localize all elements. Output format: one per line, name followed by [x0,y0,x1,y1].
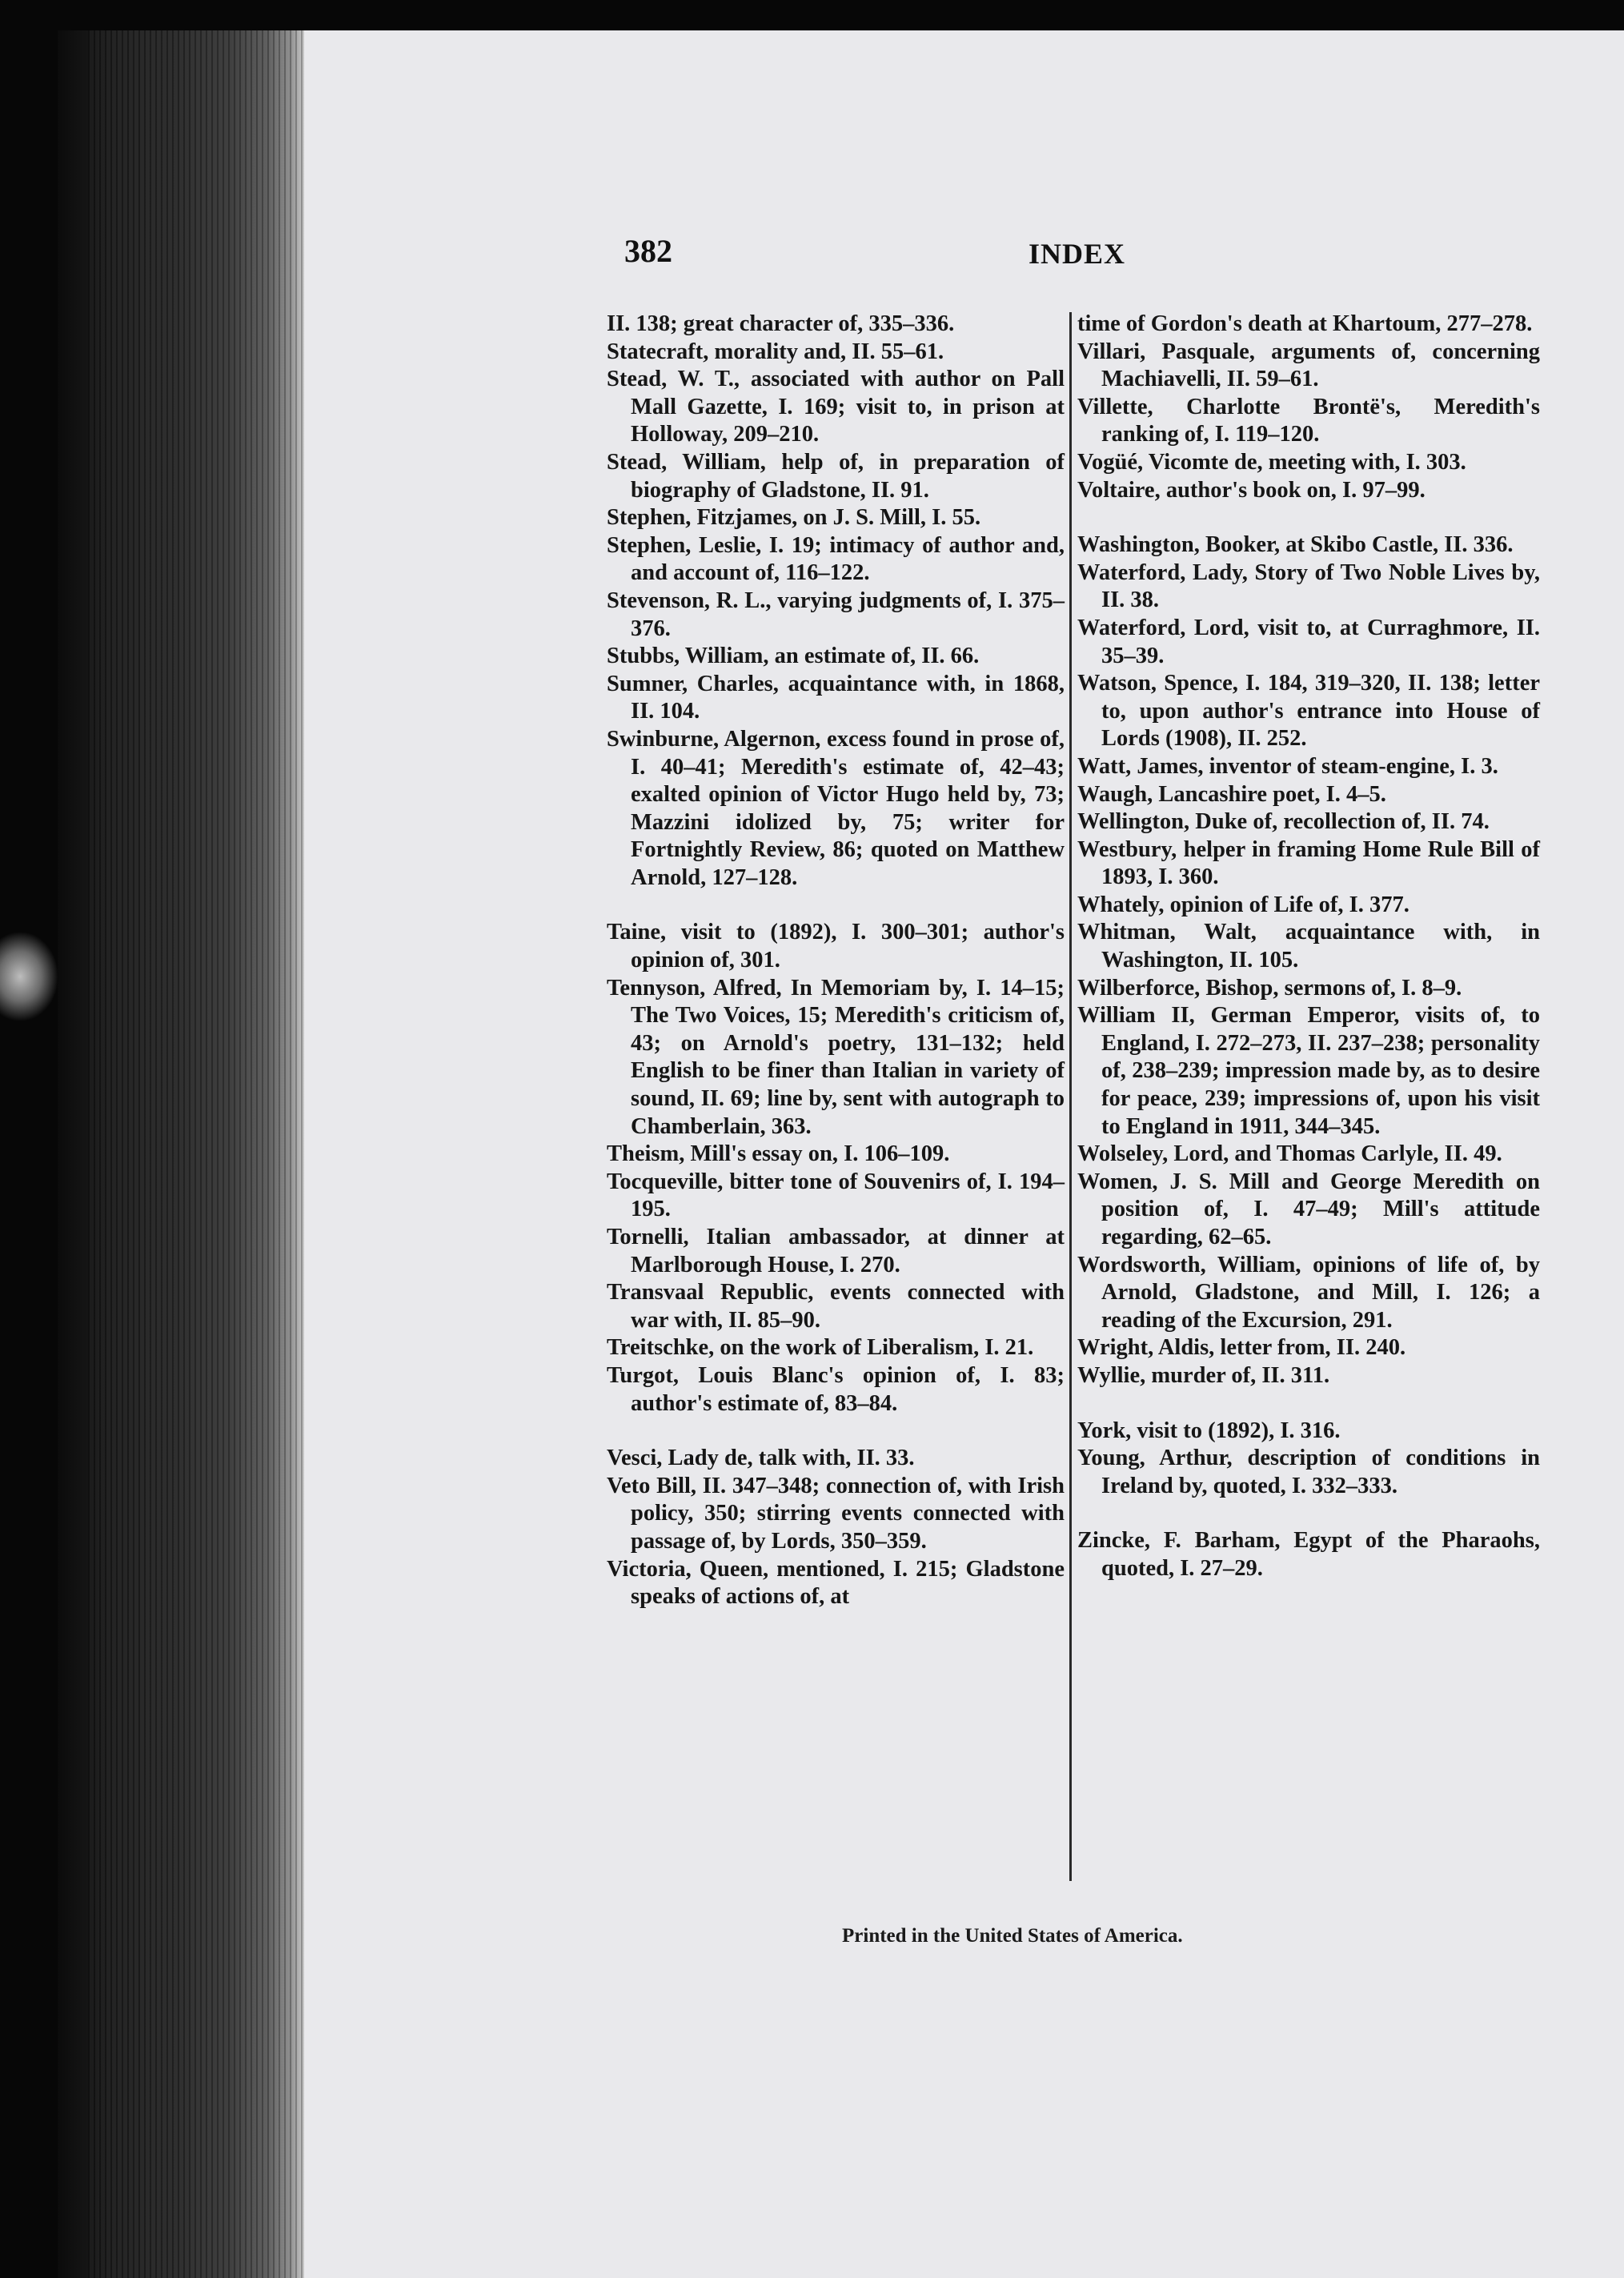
index-entry: Theism, Mill's essay on, I. 106–109. [607,1141,950,1167]
page-title: INDEX [1029,238,1126,270]
index-entry: Wyllie, murder of, II. 311. [1077,1362,1330,1388]
index-entry: Women, J. S. Mill and George Meredith on position of, I. 47–49; Mill's attitude regarding, 62–65. [1077,1169,1540,1249]
index-entry: Wordsworth, William, opinions of life of, by Arnold, Gladstone, and Mill, I. 126; a reading of the Excursion, 291. [1077,1252,1540,1333]
index-entry: Swinburne, Algernon, excess found in prose of, I. 40–41; Meredith's estimate of, 42–43; exalted opinion of Victor Hugo held by, 73; Mazzini idolized by, 75; writer for Fortnightly Review, 86; quoted on Matthew Arnold, 127–128. [607,726,1065,890]
index-entry: time of Gordon's death at Khartoum, 277–278. [1077,311,1533,336]
index-entry: Watson, Spence, I. 184, 319–320, II. 138; letter to, upon author's entrance into House of Lords (1908), II. 252. [1077,671,1540,752]
index-entry: Vogüé, Vicomte de, meeting with, I. 303. [1077,449,1466,475]
column-divider [1069,312,1072,1881]
letter-section-gap [1077,1500,1540,1527]
index-entry: William II, German Emperor, visits of, to England, I. 272–273, II. 237–238; personality of, 238–239; impression made by, as to desire for peace, 239; impressions of, upon his visit to England in 1911, 344–345. [1077,1003,1540,1139]
index-entry: Stevenson, R. L., varying judgments of, I. 375–376. [607,588,1065,641]
index-entry: Tocqueville, bitter tone of Souvenirs of, I. 194–195. [607,1169,1065,1222]
scan-artifact [0,932,58,1021]
index-entry: Wellington, Duke of, recollection of, II. 74. [1077,809,1490,835]
index-entry: Transvaal Republic, events connected with war with, II. 85–90. [607,1280,1065,1333]
index-entry: Waugh, Lancashire poet, I. 4–5. [1077,781,1386,807]
index-entry: Watt, James, inventor of steam-engine, I. 3. [1077,753,1498,779]
index-entry: Stephen, Fitzjames, on J. S. Mill, I. 55. [607,505,981,531]
index-entry: Victoria, Queen, mentioned, I. 215; Gladstone speaks of actions of, at [607,1556,1065,1610]
index-entry: Washington, Booker, at Skibo Castle, II. 336. [1077,532,1514,558]
index-entry: Tennyson, Alfred, In Memoriam by, I. 14–15; The Two Voices, 15; Meredith's criticism of, 43; on Arnold's poetry, 131–132; held English to be finer than Italian in variety of sound, II. 69; line by, sent with autograph to Chamberlain, 363. [607,975,1065,1139]
index-entry: Tornelli, Italian ambassador, at dinner at Marlborough House, I. 270. [607,1225,1065,1277]
index-entry: Taine, visit to (1892), I. 300–301; author's opinion of, 301. [607,920,1065,973]
index-entry: II. 138; great character of, 335–336. [607,311,955,336]
index-entry: Villari, Pasquale, arguments of, concerning Machiavelli, II. 59–61. [1077,339,1540,392]
index-entry: Wolseley, Lord, and Thomas Carlyle, II. 49. [1077,1141,1502,1167]
index-column-right [1077,311,1540,1583]
printer-note: Printed in the United States of America. [842,1925,1183,1947]
letter-section-gap [607,1418,1065,1445]
index-entry: Whately, opinion of Life of, I. 377. [1077,892,1409,917]
index-entry: Stephen, Leslie, I. 19; intimacy of author and, and account of, 116–122. [607,532,1065,586]
index-entry: Veto Bill, II. 347–348; connection of, with Irish policy, 350; stirring events connected with passage of, by Lords, 350–359. [607,1473,1065,1554]
index-entry: Villette, Charlotte Brontë's, Meredith's ranking of, I. 119–120. [1077,394,1540,447]
index-entry: Stead, William, help of, in preparation of biography of Gladstone, II. 91. [607,449,1065,503]
letter-section-gap [1077,1390,1540,1418]
index-entry: Westbury, helper in framing Home Rule Bill of 1893, I. 360. [1077,836,1540,890]
index-entry: Waterford, Lady, Story of Two Noble Lives by, II. 38. [1077,559,1540,613]
index-entry: Turgot, Louis Blanc's opinion of, I. 83; author's estimate of, 83–84. [607,1362,1065,1416]
index-entry: Stead, W. T., associated with author on Pall Mall Gazette, I. 169; visit to, in prison at Holloway, 209–210. [607,367,1065,447]
index-column-left [607,311,1065,1611]
index-entry: Statecraft, morality and, II. 55–61. [607,339,944,364]
index-entry: Wilberforce, Bishop, sermons of, I. 8–9. [1077,975,1462,1001]
index-entry: Vesci, Lady de, talk with, II. 33. [607,1446,915,1471]
index-entry: Stubbs, William, an estimate of, II. 66. [607,644,980,669]
index-entry: Young, Arthur, description of conditions in Ireland by, quoted, I. 332–333. [1077,1446,1540,1498]
index-entry: Waterford, Lord, visit to, at Curraghmore, II. 35–39. [1077,615,1540,668]
letter-section-gap [1077,504,1540,531]
page-number: 382 [624,233,672,269]
index-entry: Wright, Aldis, letter from, II. 240. [1077,1335,1406,1361]
index-entry: Sumner, Charles, acquaintance with, in 1868, II. 104. [607,671,1065,724]
index-entry: Zincke, F. Barham, Egypt of the Pharaohs, quoted, I. 27–29. [1077,1528,1540,1581]
page-edges [88,30,304,2278]
index-entry: York, visit to (1892), I. 316. [1077,1418,1341,1443]
letter-section-gap [607,892,1065,919]
index-entry: Treitschke, on the work of Liberalism, I. 21. [607,1335,1034,1361]
index-entry: Whitman, Walt, acquaintance with, in Washington, II. 105. [1077,920,1540,973]
index-entry: Voltaire, author's book on, I. 97–99. [1077,477,1426,503]
